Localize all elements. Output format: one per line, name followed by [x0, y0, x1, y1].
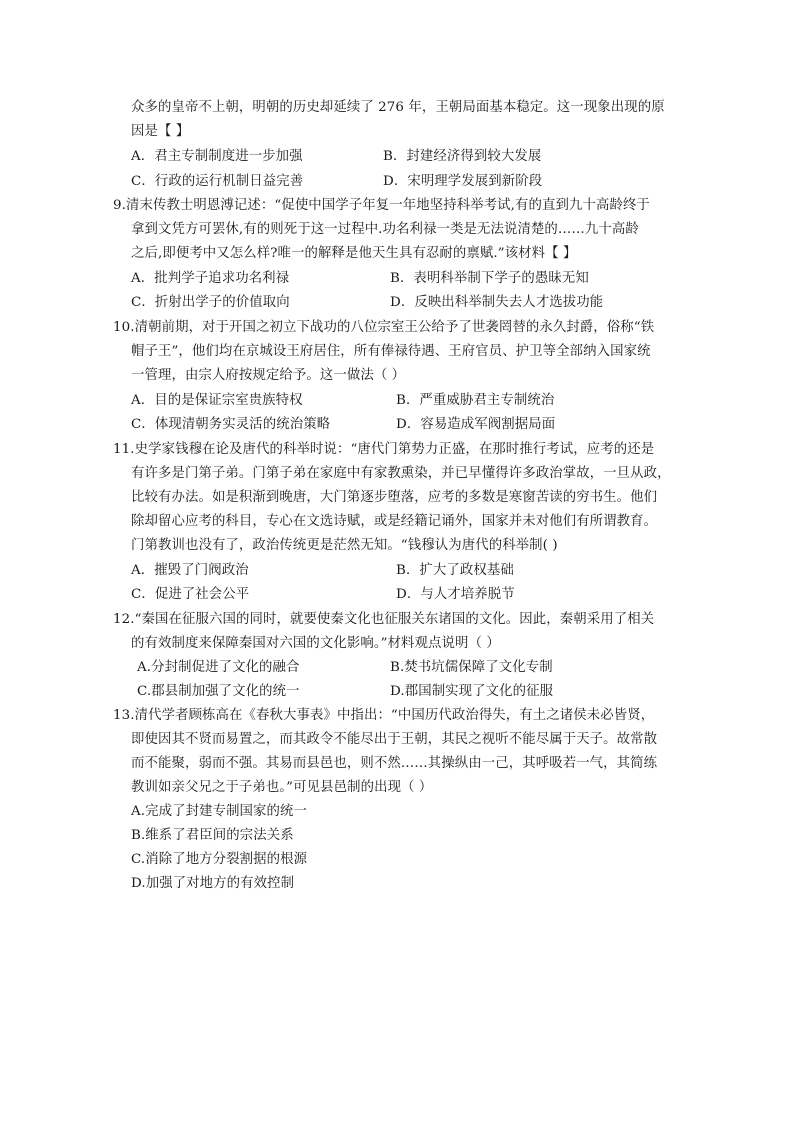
question-number: 13. [113, 708, 135, 723]
question-11-text-line: 除却留心应考的科目，专心在文选诗赋，或是经籍记诵外，国家并未对他们有所谓教育。 [131, 514, 658, 529]
question-12-text-line: 的有效制度来保障秦国对六国的文化影响。”材料观点说明（ ） [131, 636, 500, 651]
question-12-option-d: D.郡国制实现了文化的征服 [390, 684, 554, 699]
question-8-option-d: D．宋明理学发展到新阶段 [383, 174, 543, 189]
question-11-option-b: B．扩大了政权基础 [396, 563, 514, 578]
question-8-text-line: 众多的皇帝不上朝，明朝的历史却延续了 276 年，王朝局面基本稳定。这一现象出现的原 [131, 100, 665, 115]
question-12-first-line [113, 610, 654, 630]
question-10-option-d: D．容易造成军阀割据局面 [396, 417, 556, 432]
question-10-text-line: 帽子王”，他们均在京城设王府居住，所有俸禄待遇、王府官员、护卫等全部纳入国家统 [131, 344, 651, 359]
question-13-text-line: 教训如亲父兄之于子弟也。”可见县邑制的出现（ ） [131, 780, 433, 795]
question-12-option-a: A.分封制促进了文化的融合 [137, 660, 300, 675]
question-10-first-line [113, 318, 654, 338]
question-number: 12. [113, 612, 135, 627]
question-11-text-line: 有许多是门第子弟。门第子弟在家庭中有家教熏染，并已早懂得许多政治掌故，一旦从政， [131, 466, 671, 481]
question-9-option-b: B．表明科举制下学子的愚昧无知 [390, 271, 589, 286]
question-10-text-line: 一管理，由宗人府按规定给予。这一做法（ ） [131, 368, 406, 383]
question-10-option-c: C．体现清朝务实灵活的统治策略 [131, 417, 331, 432]
question-11-option-a: A．摧毁了门阀政治 [131, 563, 249, 578]
question-number: 9. [113, 198, 126, 213]
question-13-first-line [113, 706, 654, 726]
question-10-option-b: B．严重威胁君主专制统治 [396, 393, 555, 408]
question-13-option-d: D.加强了对地方的有效控制 [131, 876, 295, 891]
question-8-option-b: B．封建经济得到较大发展 [383, 149, 542, 164]
question-text: 史学家钱穆在论及唐代的科举时说：“唐代门第势力正盛，在那时推行考试，应考的还是 [134, 442, 655, 457]
question-13-option-b: B.维系了君臣间的宗法关系 [131, 828, 294, 843]
question-9-first-line [113, 196, 650, 216]
question-13-text-line: 而不能聚，弱而不强。其易而县邑也，则不然……其操纵由一己，其呼吸若一气，其简练 [131, 756, 658, 771]
question-8-option-c: C．行政的运行机制日益完善 [131, 174, 304, 189]
question-13-text-line: 即使因其不贤而易置之，而其政令不能尽出于王朝，其民之视听不能尽属于天子。故常散 [131, 732, 658, 747]
question-11-text-line: 比较有办法。如是积渐到晚唐，大门第逐步堕落，应考的多数是寒窗苦读的穷书生。他们 [131, 490, 658, 505]
question-11-first-line [113, 440, 654, 460]
question-8-text-line: 因是【 】 [131, 124, 190, 139]
question-13-option-c: C.消除了地方分裂割据的根源 [131, 852, 308, 867]
question-12-option-b: B.焚书坑儒保障了文化专制 [390, 660, 553, 675]
question-8-option-a: A．君主专制制度进一步加强 [131, 149, 303, 164]
question-text: 清末传教士明恩溥记述：“促使中国学子年复一年地坚持科举考试,有的直到九十高龄终于 [125, 198, 650, 213]
question-text: 清朝前期，对于开国之初立下战功的八位宗室王公给予了世袭罔替的永久封爵，俗称“铁 [134, 320, 655, 335]
question-13-option-a: A.完成了封建专制国家的统一 [131, 804, 308, 819]
question-9-text-line: 拿到文凭方可罢休,有的则死于这一过程中.功名利禄一类是无法说清楚的……九十高龄 [131, 222, 639, 237]
question-10-option-a: A．目的是保证宗室贵族特权 [131, 393, 303, 408]
question-9-option-a: A．批判学子追求功名利禄 [131, 271, 290, 286]
question-number: 11. [113, 442, 135, 457]
question-11-text-line: 门第教训也没有了，政治传统更是茫然无知。“钱穆认为唐代的科举制( ) [131, 538, 558, 553]
question-text: “秦国在征服六国的同时，就要使秦文化也征服关东诸国的文化。因此，秦朝采用了相关 [134, 612, 655, 627]
question-9-text-line: 之后,即便考中又怎么样?唯一的解释是他天生具有忍耐的禀赋.”该材料【 】 [131, 246, 577, 261]
question-11-option-d: D．与人才培养脱节 [396, 587, 515, 602]
question-9-option-d: D．反映出科举制失去人才选拔功能 [390, 295, 604, 310]
question-text: 清代学者顾栋高在《春秋大事表》中指出：“中国历代政治得失，有土之诸侯未必皆贤， [134, 708, 655, 723]
question-12-option-c: C.郡县制加强了文化的统一 [137, 684, 300, 699]
question-11-option-c: C．促进了社会公平 [131, 587, 250, 602]
question-9-option-c: C．折射出学子的价值取向 [131, 295, 290, 310]
question-number: 10. [113, 320, 135, 335]
